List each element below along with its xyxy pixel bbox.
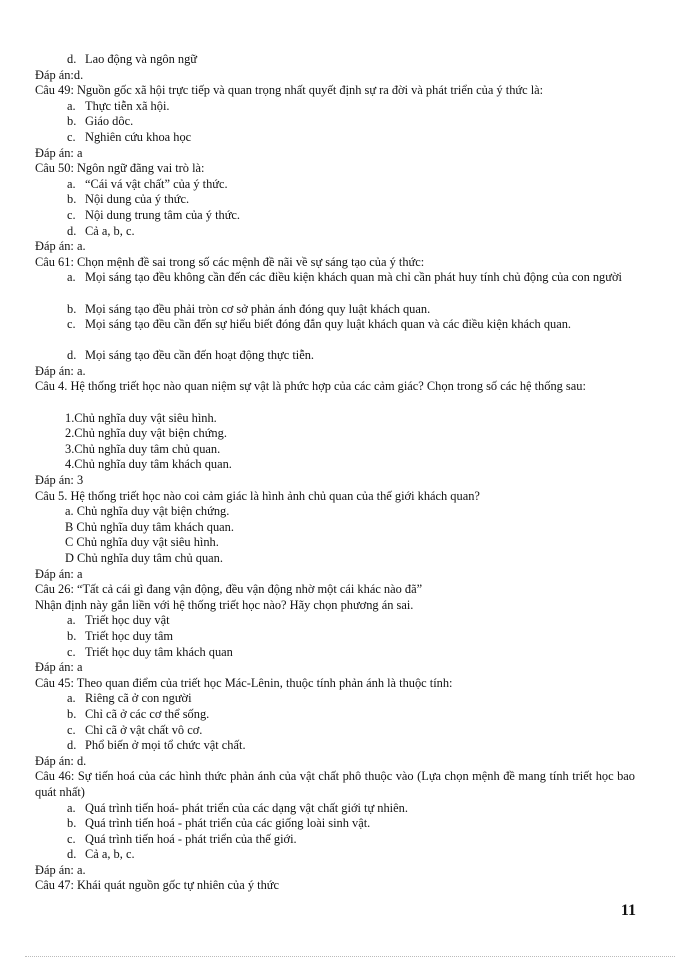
option-text: Triết học duy tâm — [85, 628, 173, 643]
answer-key: Đáp án: d. — [35, 753, 87, 768]
question-text: Nhận định này gắn liền với hệ thống triết học nào? Hãy chọn phương án sai. — [35, 597, 414, 612]
answer-option — [35, 192, 635, 208]
answer-option — [35, 691, 635, 707]
answer-option — [35, 130, 635, 146]
option-label: d. — [67, 52, 77, 66]
option-label: d. — [67, 223, 77, 238]
option-label: a. — [67, 613, 76, 628]
option-label: a. — [67, 270, 76, 285]
list-item: C Chủ nghĩa duy vật siêu hình. — [65, 535, 219, 550]
answer-key: Đáp án: a. — [35, 239, 86, 254]
list-item: 2.Chủ nghĩa duy vật biện chứng. — [65, 426, 227, 441]
option-label: b. — [67, 816, 77, 831]
question-text: Câu 47: Khái quát nguồn gốc tự nhiên của ý thức — [35, 878, 279, 893]
option-text: Giáo dôc. — [85, 114, 134, 129]
list-item: 3.Chủ nghĩa duy tâm chủ quan. — [65, 441, 221, 456]
question-text: Câu 46: Sự tiến hoá của các hình thức phản ánh của vật chất phô thuộc vào (Lựa chọn mệnh đề mang tính triết học bao quát nhất) — [35, 769, 635, 799]
answer-key: Đáp án: a — [35, 660, 83, 675]
option-label: c. — [67, 831, 76, 846]
option-text: Nội dung trung tâm của ý thức. — [85, 207, 241, 222]
option-label: d. — [67, 847, 77, 862]
list-item: D Chủ nghĩa duy tâm chủ quan. — [65, 551, 223, 565]
answer-option — [35, 52, 635, 68]
option-text: Quá trình tiến hoá- phát triển của các dạng vật chất giới tự nhiên. — [85, 800, 408, 815]
option-label: b. — [67, 301, 77, 316]
option-label: a. — [67, 691, 76, 706]
page-number: 11 — [620, 902, 636, 919]
option-text: Nội dung của ý thức. — [85, 192, 190, 207]
option-text: Mọi sáng tạo đều phải tròn cơ sở phản ánh đóng quy luật khách quan. — [85, 301, 431, 316]
option-text: Cả a, b, c. — [85, 223, 135, 238]
option-text: Mọi sáng tạo đều không cần đến các điều kiện khách quan mà chỉ cần phát huy tính chủ động của con người — [85, 270, 622, 285]
option-label: a. — [67, 800, 76, 815]
answer-option — [35, 723, 635, 739]
option-text: Chỉ cã ở các cơ thể sống. — [85, 706, 210, 721]
option-text: Mọi sáng tạo đều cần đến hoạt động thực tiễn. — [85, 348, 315, 363]
option-text: Phổ biến ở mọi tổ chức vật chất. — [85, 738, 246, 753]
option-label: d. — [67, 738, 77, 753]
question-text: Câu 49: Nguồn gốc xã hội trực tiếp và quan trọng nhất quyết định sự ra đời và phát triển của ý thức là: — [35, 83, 544, 98]
question-text: Câu 50: Ngôn ngữ đãng vai trò là: — [35, 161, 205, 176]
answer-option — [35, 801, 635, 817]
option-text: Riêng cã ở con người — [85, 691, 192, 706]
footer-rule — [25, 956, 675, 957]
option-label: c. — [67, 722, 76, 737]
answer-option — [35, 847, 635, 863]
option-text: Cả a, b, c. — [85, 847, 135, 862]
list-item: 4.Chủ nghĩa duy tâm khách quan. — [65, 457, 232, 472]
answer-option — [35, 114, 635, 130]
option-label: c. — [67, 129, 76, 144]
option-text: Triết học duy tâm khách quan — [85, 644, 233, 659]
answer-key: Đáp án: a. — [35, 363, 86, 378]
answer-option — [35, 99, 635, 115]
answer-option — [35, 832, 635, 848]
list-item: a. Chủ nghĩa duy vật biện chứng. — [65, 504, 230, 519]
option-text: Thực tiễn xã hội. — [85, 98, 170, 113]
option-label: a. — [67, 176, 76, 191]
option-text: Lao động và ngôn ngữ — [85, 52, 198, 66]
option-label: a. — [67, 98, 76, 113]
option-label: c. — [67, 644, 76, 659]
option-label: d. — [67, 348, 77, 363]
question-text: Câu 4. Hệ thống triết học nào quan niệm sự vật là phức hợp của các cảm giác? Chọn trong số các hệ thống sau: — [35, 379, 586, 394]
answer-option — [35, 707, 635, 723]
option-text: Quá trình tiến hoá - phát triển của các giống loài sinh vật. — [85, 816, 371, 831]
answer-option — [35, 645, 635, 661]
option-text: Chỉ cã ở vật chất vô cơ. — [85, 722, 203, 737]
answer-key: Đáp án: 3 — [35, 473, 84, 488]
option-text: Nghiên cứu khoa học — [85, 129, 192, 144]
answer-option — [35, 177, 635, 193]
option-text: Quá trình tiến hoá - phát triển của thế giới. — [85, 831, 297, 846]
option-label: b. — [67, 706, 77, 721]
document-body — [35, 52, 635, 894]
option-label: b. — [67, 192, 77, 207]
answer-option — [35, 208, 635, 224]
question-text: Câu 45: Theo quan điểm của triết học Mác-Lênin, thuộc tính phản ánh là thuộc tính: — [35, 675, 453, 690]
answer-option — [35, 613, 635, 629]
option-text: “Cái vá vật chất” của ý thức. — [85, 176, 228, 191]
question-text: Câu 5. Hệ thống triết học nào coi cảm giác là hình ảnh chủ quan của thế giới khách quan? — [35, 488, 480, 503]
option-label: b. — [67, 628, 77, 643]
answer-option — [35, 224, 635, 240]
list-item: 1.Chủ nghĩa duy vật siêu hình. — [65, 410, 217, 425]
option-label: c. — [67, 207, 76, 222]
option-text: Triết học duy vật — [85, 613, 170, 628]
option-label: c. — [67, 317, 76, 332]
answer-option — [35, 270, 635, 301]
list-item: B Chủ nghĩa duy tâm khách quan. — [65, 519, 234, 534]
answer-option — [35, 738, 635, 754]
answer-option — [35, 816, 635, 832]
option-text: Mọi sáng tạo đều cần đến sự hiểu biết đóng đắn quy luật khách quan và các điều kiện khách quan. — [85, 317, 572, 332]
answer-option — [35, 629, 635, 645]
question-text: Câu 26: “Tất cả cái gì đang vận động, đều vận động nhờ một cái khác nào đã” — [35, 582, 423, 597]
answer-option — [35, 317, 635, 348]
answer-key: Đáp án: a — [35, 145, 83, 160]
answer-option — [35, 302, 635, 318]
answer-option — [35, 348, 635, 364]
answer-key: Đáp án: a — [35, 566, 83, 581]
answer-key: Đáp án:d. — [35, 67, 84, 82]
option-label: b. — [67, 114, 77, 129]
question-text: Câu 61: Chọn mệnh đề sai trong số các mệnh đề nãi về sự sáng tạo của ý thức: — [35, 254, 425, 269]
answer-key: Đáp án: a. — [35, 862, 86, 877]
